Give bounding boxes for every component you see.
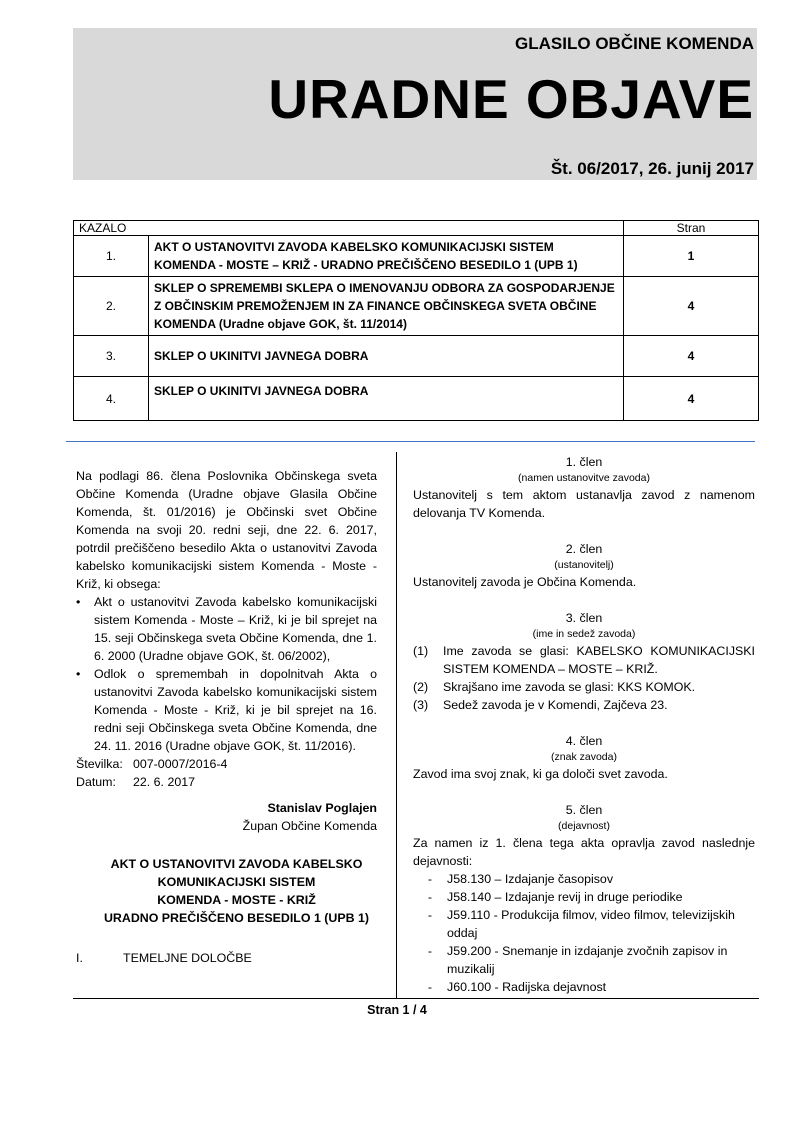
section-divider <box>66 441 755 442</box>
article-subtitle: (znak zavoda) <box>551 751 617 763</box>
number-label: Številka: <box>76 757 123 771</box>
article-title: 4. člen <box>565 734 603 748</box>
toc-label: KAZALO <box>74 221 624 236</box>
list-item <box>413 870 755 888</box>
toc-row-title[interactable]: SKLEP O UKINITVI JAVNEGA DOBRA <box>149 377 624 421</box>
article-title: 5. člen <box>565 803 603 817</box>
item-text: Ime zavoda se glasi: KABELSKO KOMUNIKACIJSKI SISTEM KOMENDA – MOSTE – KRIŽ. <box>443 644 755 676</box>
list-item <box>413 888 755 906</box>
act-title-line: URADNO PREČIŠČENO BESEDILO 1 (UPB 1) <box>103 911 370 925</box>
masthead <box>73 28 757 180</box>
number-value: 007-0007/2016-4 <box>133 757 228 771</box>
section-number: I. <box>76 951 83 965</box>
intro-paragraph: Na podlagi 86. člena Poslovnika Občinskega sveta Občine Komenda (Uradne objave Glasila Občine Komenda, št. 01/2016) je Občinski svet Občine Komenda na svoji 20. redni seji, dne 22. 6. 2017, potrdil prečiščeno besedilo Akta o ustanovitvi Zavoda kabelsko komunikacijski sistem Komenda - Moste - Križ, ki obsega: <box>76 469 377 591</box>
toc-row-title[interactable]: SKLEP O UKINITVI JAVNEGA DOBRA <box>149 336 624 377</box>
article-3 <box>413 609 755 714</box>
toc-row-number: 2. <box>74 277 149 336</box>
article-text: Zavod ima svoj znak, ki ga določi svet zavoda. <box>413 767 668 781</box>
section-heading <box>76 949 377 967</box>
signer-role: Župan Občine Komenda <box>242 819 377 833</box>
dash-icon: - <box>427 890 433 904</box>
signer-name: Stanislav Poglajen <box>267 801 377 815</box>
article-text: Ustanovitelj zavoda je Občina Komenda. <box>413 575 637 589</box>
list-item <box>413 696 755 714</box>
article-text: Za namen iz 1. člena tega akta opravlja zavod naslednje dejavnosti: <box>413 836 755 868</box>
date-value: 22. 6. 2017 <box>133 775 196 789</box>
toc-row-page: 4 <box>624 377 759 421</box>
toc-page-label: Stran <box>624 221 759 236</box>
bullet-icon: • <box>76 595 81 609</box>
toc-row-page: 1 <box>624 236 759 277</box>
toc-row[interactable] <box>74 277 759 336</box>
article-subtitle: (namen ustanovitve zavoda) <box>518 472 650 484</box>
list-item <box>413 906 755 942</box>
list-item-text: Akt o ustanovitvi Zavoda kabelsko komunikacijski sistem Komenda - Moste – Križ, ki je bil sprejet na 15. seji Občinskega sveta Občine Komenda, dne 1. 6. 2000 (Uradne objave GOK, št. 06/2002), <box>94 595 377 663</box>
list-item <box>413 942 755 978</box>
item-text: Sedež zavoda je v Komendi, Zajčeva 23. <box>443 698 668 712</box>
article-title: 2. člen <box>565 542 603 556</box>
masthead-title: URADNE OBJAVE <box>268 68 754 130</box>
item-text: Skrajšano ime zavoda se glasi: KKS KOMOK. <box>443 680 696 694</box>
dash-icon: - <box>427 872 433 886</box>
toc-row-page: 4 <box>624 277 759 336</box>
article-5 <box>413 801 755 996</box>
item-text: J60.100 - Radijska dejavnost <box>447 980 607 994</box>
item-text: J59.110 - Produkcija filmov, video filmov, televizijskih oddaj <box>447 908 735 940</box>
toc-row[interactable] <box>74 377 759 421</box>
toc-row-title[interactable]: AKT O USTANOVITVI ZAVODA KABELSKO KOMUNIKACIJSKI SISTEM KOMENDA - MOSTE – KRIŽ - URADNO PREČIŠČENO BESEDILO 1 (UPB 1) <box>149 236 624 277</box>
toc-row-page: 4 <box>624 336 759 377</box>
footer-divider <box>73 998 759 999</box>
article-title: 1. člen <box>565 455 603 469</box>
date-label: Datum: <box>76 775 116 789</box>
left-column <box>76 467 377 967</box>
list-item <box>413 678 755 696</box>
list-item <box>76 665 377 755</box>
article-subtitle: (ime in sedež zavoda) <box>532 628 636 640</box>
toc-row-number: 1. <box>74 236 149 277</box>
dash-icon: - <box>427 908 433 922</box>
act-title <box>96 855 377 927</box>
document-number <box>76 755 377 773</box>
article-text: Ustanovitelj s tem aktom ustanavlja zavod z namenom delovanja TV Komenda. <box>413 488 755 520</box>
item-number: (1) <box>413 644 429 658</box>
column-divider <box>396 452 397 998</box>
item-number: (3) <box>413 698 429 712</box>
toc-row-number: 3. <box>74 336 149 377</box>
list-item-text: Odlok o spremembah in dopolnitvah Akta o ustanovitvi Zavoda kabelsko komunikacijski sistem Komenda - Moste - Križ, ki je bil sprejet na 16. redni seji Občinskega sveta Občine Komenda, dne 24. 11. 2016 (Uradne objave GOK, št. 11/2016). <box>94 667 377 753</box>
document-date <box>76 773 377 791</box>
article-subtitle: (ustanovitelj) <box>554 559 614 571</box>
signature-block <box>76 799 377 835</box>
item-text: J59.200 - Snemanje in izdajanje zvočnih zapisov in muzikalij <box>447 944 728 976</box>
article-title: 3. člen <box>565 611 603 625</box>
dash-icon: - <box>427 980 433 994</box>
list-item <box>413 978 755 996</box>
item-text: J58.130 – Izdajanje časopisov <box>447 872 614 886</box>
toc-row[interactable] <box>74 236 759 277</box>
list-item <box>413 642 755 678</box>
article-subtitle: (dejavnost) <box>558 820 610 832</box>
article-2 <box>413 540 755 591</box>
table-of-contents <box>73 220 759 421</box>
issue-number: Št. 06/2017, 26. junij 2017 <box>550 159 754 178</box>
bullet-icon: • <box>76 667 81 681</box>
dash-icon: - <box>427 944 433 958</box>
article-4 <box>413 732 755 783</box>
toc-row-title[interactable]: SKLEP O SPREMEMBI SKLEPA O IMENOVANJU ODBORA ZA GOSPODARJENJE Z OBČINSKIM PREMOŽENJEM IN ZA FINANCE OBČINSKEGA SVETA OBČINE KOMENDA (Uradne objave GOK, št. 11/2014) <box>149 277 624 336</box>
list-item <box>76 593 377 665</box>
toc-row-number: 4. <box>74 377 149 421</box>
toc-row[interactable] <box>74 336 759 377</box>
item-number: (2) <box>413 680 429 694</box>
act-title-line: KOMENDA - MOSTE - KRIŽ <box>157 893 316 907</box>
bullet-list <box>76 593 377 755</box>
item-text: J58.140 – Izdajanje revij in druge periodike <box>447 890 683 904</box>
right-column <box>413 453 755 1006</box>
act-title-line: KOMUNIKACIJSKI SISTEM <box>157 875 316 889</box>
page-number: Stran 1 / 4 <box>367 1003 427 1017</box>
article-1 <box>413 453 755 522</box>
section-title: TEMELJNE DOLOČBE <box>123 951 252 965</box>
publication-name: GLASILO OBČINE KOMENDA <box>515 34 754 53</box>
act-title-line: AKT O USTANOVITVI ZAVODA KABELSKO <box>110 857 363 871</box>
